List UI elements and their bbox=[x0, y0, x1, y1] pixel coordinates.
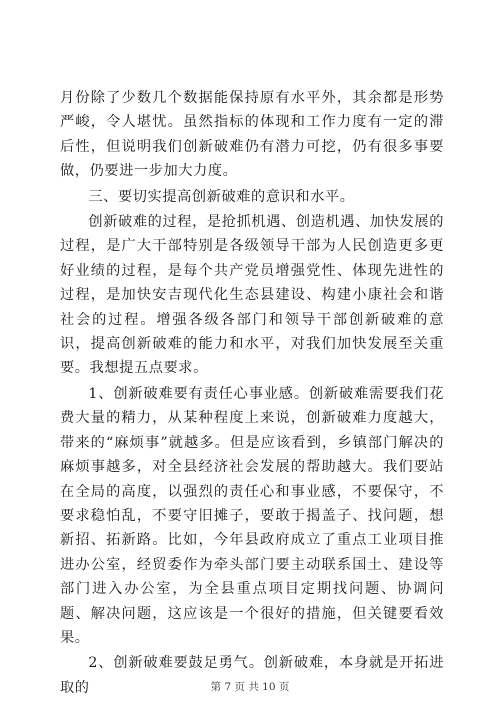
paragraph-requirement-one: 1、创新破难要有责任心事业感。创新破难需要我们花费大量的精力，从某种程度上来说，创新破难力度越大，带来的“麻烦事”就越多。但是应该看到，乡镇部门解决的麻烦事越多，对全县经济社会发展的帮助越大。我们要站在全局的高度，以强烈的责任心和事业感，不要保守，不要求稳怕乱，不要守旧摊子，要敢于揭盖子、找问题，想新招、拓新路。比如，今年县政府成立了重点工业项目推进办公室，经贸委作为牵头部门要主动联系国土、建设等部门进入办公室，为全县重点项目定期找问题、协调问题、解决问题，这应该是一个很好的措施，但关键要看效果。 bbox=[60, 385, 444, 646]
paragraph-continuation: 月份除了少数几个数据能保持原有水平外，其余都是形势严峻，令人堪忧。虽然指标的体现和工作力度有一定的滞后性，但说明我们创新破难仍有潜力可挖，仍有很多事要做，仍要进一步加大力度。 bbox=[60, 90, 444, 180]
document-body bbox=[60, 86, 444, 700]
section-heading-three: 三、要切实提高创新破难的意识和水平。 bbox=[88, 188, 355, 205]
paragraph-innovation-process: 创新破难的过程，是抢抓机遇、创造机遇、加快发展的过程，是广大干部特别是各级领导干部为人民创造更多更好业绩的过程，是每个共产党员增强党性、体现先进性的过程，是加快安吉现代化生态县建设、构建小康社会和谐社会的过程。增强各级各部门和领导干部创新破难的意识，提高创新破难的能力和水平，对我们加快发展至关重要。我想提五点要求。 bbox=[60, 214, 444, 377]
paragraph-requirement-two: 2、创新破难要鼓足勇气。创新破难，本身就是开拓进取的 bbox=[60, 655, 444, 696]
page-number-footer: 第 7 页 共 10 页 bbox=[210, 681, 290, 693]
